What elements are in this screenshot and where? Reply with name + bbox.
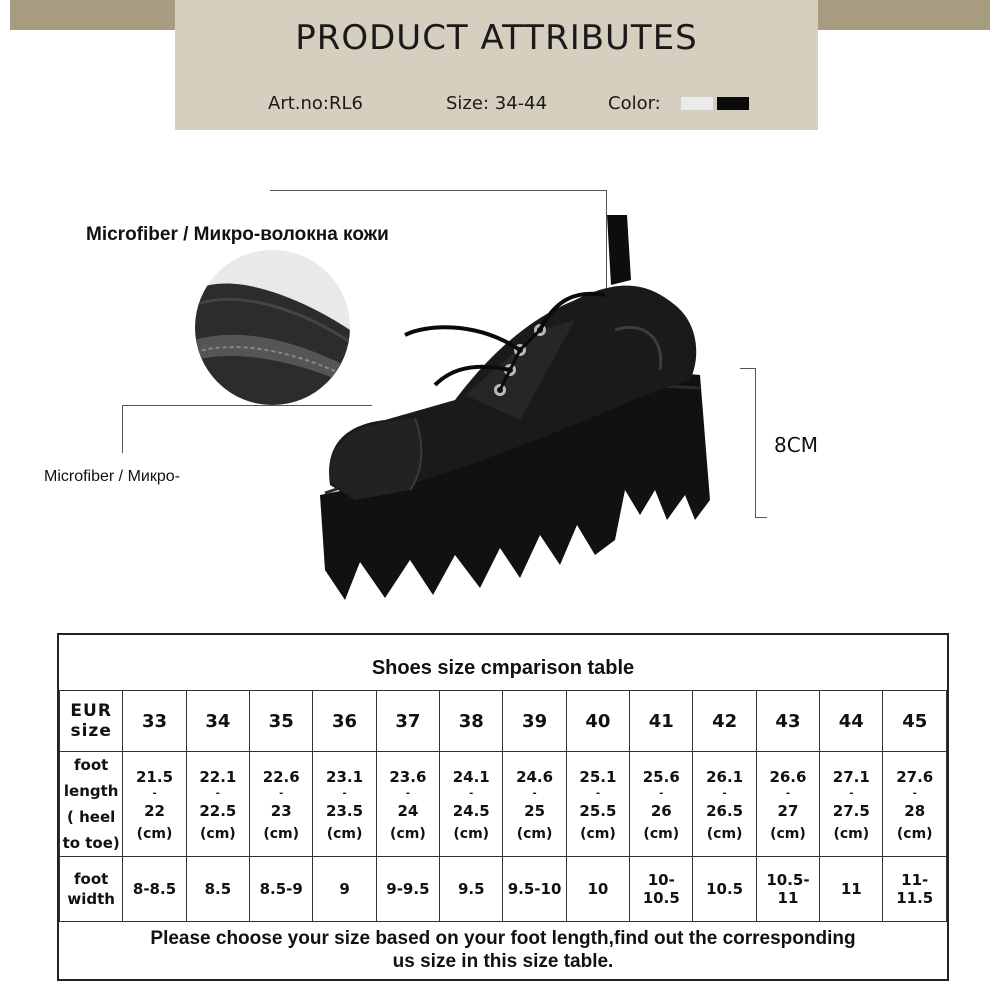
length-from: 23.1 (326, 768, 364, 786)
length-to: 25 (524, 802, 546, 820)
length-to: 26.5 (706, 802, 744, 820)
foot-length-cell: 25.6 - 26 (cm) (630, 752, 693, 857)
length-from: 26.1 (706, 768, 744, 786)
eur-header-line2: size (70, 721, 112, 741)
foot-length-cell: 21.5 - 22 (cm) (123, 752, 186, 857)
unit-label: (cm) (770, 826, 806, 842)
eur-size-cell: 41 (630, 691, 693, 752)
unit-label: (cm) (833, 826, 870, 842)
foot-length-cell: 24.6 - 25 (cm) (503, 752, 566, 857)
foot-width-cell: 10 (566, 857, 629, 922)
foot-length-cell: 27.1 - 27.5 (cm) (820, 752, 883, 857)
table-row-eur (60, 691, 947, 752)
foot-width-cell: 9 (313, 857, 376, 922)
length-to: 27.5 (832, 802, 870, 820)
size-comparison-table (57, 633, 949, 981)
length-from: 25.1 (579, 768, 617, 786)
length-from: 26.6 (769, 768, 807, 786)
foot-length-cell: 22.1 - 22.5 (cm) (186, 752, 249, 857)
foot-length-cell: 22.6 - 23 (cm) (250, 752, 313, 857)
unit-label: (cm) (136, 826, 173, 842)
eur-size-cell: 34 (186, 691, 249, 752)
foot-length-header-line3: ( heel (67, 808, 116, 826)
length-to: 25.5 (579, 802, 617, 820)
eur-size-cell: 45 (883, 691, 947, 752)
shoe-product-image (315, 210, 715, 610)
eur-size-cell: 37 (376, 691, 439, 752)
height-bracket-bottom (755, 517, 767, 518)
table-row-foot-length (60, 752, 947, 857)
foot-length-cell: 26.6 - 27 (cm) (756, 752, 819, 857)
foot-width-cell: 11 (820, 857, 883, 922)
eur-size-cell: 36 (313, 691, 376, 752)
product-attributes-header (175, 0, 818, 130)
size-range: Size: 34-44 (446, 93, 548, 114)
foot-width-cell: 9.5-10 (503, 857, 566, 922)
eur-size-cell: 40 (566, 691, 629, 752)
foot-length-cell: 27.6 - 28 (cm) (883, 752, 947, 857)
material-label-lower: Microfiber / Микро- (44, 468, 180, 485)
unit-label: (cm) (896, 826, 933, 842)
foot-width-cell: 8.5-9 (250, 857, 313, 922)
foot-width-cell: 8.5 (186, 857, 249, 922)
length-from: 23.6 (389, 768, 427, 786)
color-label: Color: (608, 93, 661, 114)
color-swatch-black (717, 97, 749, 110)
eur-header (60, 691, 123, 752)
length-to: 22.5 (199, 802, 237, 820)
decorative-bar-right (818, 0, 990, 30)
material-label-upper: Microfiber / Микро-волокна кожи (86, 224, 389, 245)
unit-label: (cm) (453, 826, 490, 842)
color-swatch-white (681, 97, 713, 110)
foot-length-cell: 24.1 - 24.5 (cm) (440, 752, 503, 857)
length-from: 22.6 (262, 768, 300, 786)
foot-length-header (60, 752, 123, 857)
unit-label: (cm) (706, 826, 743, 842)
length-to: 26 (650, 802, 672, 820)
length-to: 23.5 (326, 802, 364, 820)
foot-width-cell: 9.5 (440, 857, 503, 922)
length-to: 22 (144, 802, 165, 820)
foot-length-header-line2: length (63, 782, 119, 800)
foot-length-header-line1: foot (74, 756, 109, 774)
foot-length-cell: 23.1 - 23.5 (cm) (313, 752, 376, 857)
foot-width-cell: 11-11.5 (883, 857, 947, 922)
unit-label: (cm) (200, 826, 236, 842)
page-title: PRODUCT ATTRIBUTES (295, 18, 698, 58)
eur-size-cell: 35 (250, 691, 313, 752)
foot-width-header-line2: width (67, 890, 115, 908)
unit-label: (cm) (580, 826, 616, 842)
eur-size-cell: 44 (820, 691, 883, 752)
callout-line-top (270, 190, 607, 191)
eur-size-cell: 43 (756, 691, 819, 752)
foot-length-cell: 26.1 - 26.5 (cm) (693, 752, 756, 857)
length-from: 27.1 (832, 768, 870, 786)
unit-label: (cm) (263, 826, 300, 842)
height-bracket (755, 368, 756, 518)
eur-size-cell: 42 (693, 691, 756, 752)
length-from: 22.1 (199, 768, 237, 786)
size-guidance-note (59, 927, 947, 973)
length-from: 25.6 (642, 768, 680, 786)
eur-header-line1: EUR (70, 701, 112, 721)
foot-width-cell: 10-10.5 (630, 857, 693, 922)
foot-width-header-line1: foot (74, 870, 109, 888)
height-bracket-top (740, 368, 756, 369)
length-to: 24.5 (452, 802, 490, 820)
foot-length-header-line4: to toe) (62, 834, 120, 852)
foot-length-cell: 23.6 - 24 (cm) (376, 752, 439, 857)
foot-width-cell: 10.5-11 (756, 857, 819, 922)
size-grid (59, 690, 947, 922)
foot-length-cell: 25.1 - 25.5 (cm) (566, 752, 629, 857)
table-row-foot-width (60, 857, 947, 922)
foot-width-cell: 9-9.5 (376, 857, 439, 922)
length-to: 23 (270, 802, 292, 820)
unit-label: (cm) (643, 826, 680, 842)
length-from: 21.5 (136, 768, 174, 786)
article-number: Art.no:RL6 (268, 93, 363, 114)
heel-height-label: 8CM (774, 433, 818, 457)
length-to: 27 (777, 802, 799, 820)
unit-label: (cm) (326, 826, 363, 842)
table-caption: Shoes size cmparison table (371, 657, 635, 679)
length-to: 24 (397, 802, 419, 820)
note-line2: us size in this size table. (392, 951, 614, 972)
decorative-bar-left (10, 0, 175, 30)
eur-size-cell: 38 (440, 691, 503, 752)
callout-line-lower-drop (122, 405, 123, 453)
unit-label: (cm) (516, 826, 553, 842)
foot-width-cell: 10.5 (693, 857, 756, 922)
length-from: 24.1 (452, 768, 490, 786)
length-from: 27.6 (896, 768, 934, 786)
foot-width-cell: 8-8.5 (123, 857, 186, 922)
eur-size-cell: 33 (123, 691, 186, 752)
length-from: 24.6 (516, 768, 554, 786)
unit-label: (cm) (390, 826, 426, 842)
foot-width-header (60, 857, 123, 922)
note-line1: Please choose your size based on your foot length,find out the corresponding (150, 928, 856, 949)
eur-size-cell: 39 (503, 691, 566, 752)
length-to: 28 (904, 802, 926, 820)
